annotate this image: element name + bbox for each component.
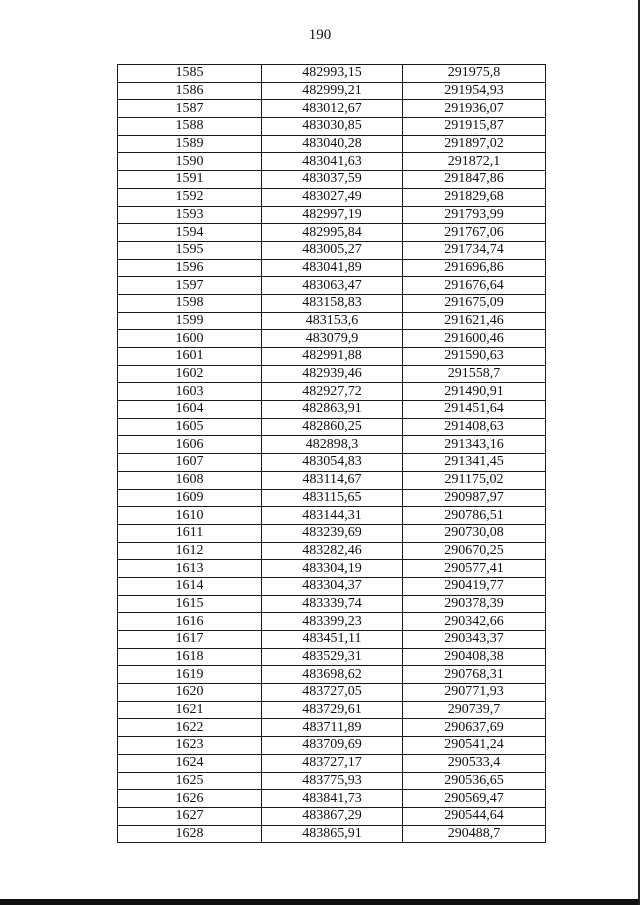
x-coordinate-cell: 483040,28 [262, 135, 403, 153]
table-row [118, 153, 546, 171]
x-coordinate-cell: 482999,21 [262, 82, 403, 100]
point-number-cell: 1599 [118, 312, 262, 330]
x-coordinate-cell: 483339,74 [262, 595, 403, 613]
x-coordinate-cell: 482995,84 [262, 224, 403, 242]
y-coordinate-cell: 290987,97 [403, 489, 546, 507]
y-coordinate-cell: 291734,74 [403, 241, 546, 259]
point-number-cell: 1590 [118, 153, 262, 171]
table-row [118, 82, 546, 100]
x-coordinate-cell: 483005,27 [262, 241, 403, 259]
y-coordinate-cell: 291558,7 [403, 365, 546, 383]
point-number-cell: 1597 [118, 277, 262, 295]
point-number-cell: 1601 [118, 348, 262, 366]
y-coordinate-cell: 290378,39 [403, 595, 546, 613]
point-number-cell: 1622 [118, 719, 262, 737]
table-row [118, 719, 546, 737]
table-row [118, 259, 546, 277]
point-number-cell: 1592 [118, 188, 262, 206]
point-number-cell: 1615 [118, 595, 262, 613]
table-row [118, 241, 546, 259]
x-coordinate-cell: 483698,62 [262, 666, 403, 684]
table-row [118, 401, 546, 419]
point-number-cell: 1598 [118, 294, 262, 312]
point-number-cell: 1609 [118, 489, 262, 507]
point-number-cell: 1620 [118, 684, 262, 702]
y-coordinate-cell: 290343,37 [403, 631, 546, 649]
table-row [118, 684, 546, 702]
y-coordinate-cell: 291676,64 [403, 277, 546, 295]
table-row [118, 294, 546, 312]
point-number-cell: 1624 [118, 754, 262, 772]
point-number-cell: 1627 [118, 807, 262, 825]
coordinates-table-body [118, 65, 546, 843]
x-coordinate-cell: 482898,3 [262, 436, 403, 454]
y-coordinate-cell: 290536,65 [403, 772, 546, 790]
table-row [118, 135, 546, 153]
table-row [118, 65, 546, 83]
y-coordinate-cell: 290408,38 [403, 648, 546, 666]
page-number: 190 [308, 27, 332, 43]
x-coordinate-cell: 483054,83 [262, 454, 403, 472]
x-coordinate-cell: 483114,67 [262, 471, 403, 489]
y-coordinate-cell: 291490,91 [403, 383, 546, 401]
x-coordinate-cell: 483727,17 [262, 754, 403, 772]
table-row [118, 365, 546, 383]
point-number-cell: 1618 [118, 648, 262, 666]
x-coordinate-cell: 483841,73 [262, 790, 403, 808]
y-coordinate-cell: 290342,66 [403, 613, 546, 631]
y-coordinate-cell: 290739,7 [403, 701, 546, 719]
y-coordinate-cell: 291936,07 [403, 100, 546, 118]
point-number-cell: 1607 [118, 454, 262, 472]
x-coordinate-cell: 483115,65 [262, 489, 403, 507]
x-coordinate-cell: 483711,89 [262, 719, 403, 737]
point-number-cell: 1616 [118, 613, 262, 631]
y-coordinate-cell: 290544,64 [403, 807, 546, 825]
table-row [118, 206, 546, 224]
point-number-cell: 1628 [118, 825, 262, 843]
y-coordinate-cell: 290768,31 [403, 666, 546, 684]
y-coordinate-cell: 290670,25 [403, 542, 546, 560]
x-coordinate-cell: 483729,61 [262, 701, 403, 719]
x-coordinate-cell: 483529,31 [262, 648, 403, 666]
point-number-cell: 1625 [118, 772, 262, 790]
x-coordinate-cell: 483709,69 [262, 737, 403, 755]
point-number-cell: 1608 [118, 471, 262, 489]
x-coordinate-cell: 483153,6 [262, 312, 403, 330]
x-coordinate-cell: 483041,89 [262, 259, 403, 277]
y-coordinate-cell: 290569,47 [403, 790, 546, 808]
y-coordinate-cell: 290771,93 [403, 684, 546, 702]
point-number-cell: 1593 [118, 206, 262, 224]
y-coordinate-cell: 291696,86 [403, 259, 546, 277]
x-coordinate-cell: 483063,47 [262, 277, 403, 295]
y-coordinate-cell: 291897,02 [403, 135, 546, 153]
y-coordinate-cell: 291954,93 [403, 82, 546, 100]
table-row [118, 560, 546, 578]
table-row [118, 188, 546, 206]
table-row [118, 418, 546, 436]
table-row [118, 436, 546, 454]
y-coordinate-cell: 291767,06 [403, 224, 546, 242]
table-row [118, 754, 546, 772]
x-coordinate-cell: 483012,67 [262, 100, 403, 118]
x-coordinate-cell: 483079,9 [262, 330, 403, 348]
table-row [118, 542, 546, 560]
y-coordinate-cell: 291621,46 [403, 312, 546, 330]
table-row [118, 701, 546, 719]
table-row [118, 118, 546, 136]
y-coordinate-cell: 290488,7 [403, 825, 546, 843]
point-number-cell: 1610 [118, 507, 262, 525]
table-row [118, 631, 546, 649]
table-row [118, 790, 546, 808]
point-number-cell: 1588 [118, 118, 262, 136]
table-row [118, 524, 546, 542]
y-coordinate-cell: 291341,45 [403, 454, 546, 472]
point-number-cell: 1589 [118, 135, 262, 153]
x-coordinate-cell: 482860,25 [262, 418, 403, 436]
table-row [118, 807, 546, 825]
point-number-cell: 1611 [118, 524, 262, 542]
table-row [118, 648, 546, 666]
y-coordinate-cell: 291451,64 [403, 401, 546, 419]
y-coordinate-cell: 291600,46 [403, 330, 546, 348]
table-row [118, 100, 546, 118]
point-number-cell: 1585 [118, 65, 262, 83]
x-coordinate-cell: 483867,29 [262, 807, 403, 825]
y-coordinate-cell: 291343,16 [403, 436, 546, 454]
table-row [118, 277, 546, 295]
table-row [118, 825, 546, 843]
point-number-cell: 1605 [118, 418, 262, 436]
y-coordinate-cell: 290541,24 [403, 737, 546, 755]
x-coordinate-cell: 483727,05 [262, 684, 403, 702]
table-row [118, 577, 546, 595]
table-row [118, 383, 546, 401]
point-number-cell: 1586 [118, 82, 262, 100]
point-number-cell: 1595 [118, 241, 262, 259]
point-number-cell: 1613 [118, 560, 262, 578]
coordinates-table [117, 64, 546, 843]
x-coordinate-cell: 483865,91 [262, 825, 403, 843]
table-row [118, 348, 546, 366]
point-number-cell: 1619 [118, 666, 262, 684]
y-coordinate-cell: 290786,51 [403, 507, 546, 525]
y-coordinate-cell: 290533,4 [403, 754, 546, 772]
y-coordinate-cell: 290419,77 [403, 577, 546, 595]
point-number-cell: 1617 [118, 631, 262, 649]
table-row [118, 666, 546, 684]
table-row [118, 613, 546, 631]
x-coordinate-cell: 483239,69 [262, 524, 403, 542]
y-coordinate-cell: 290730,08 [403, 524, 546, 542]
point-number-cell: 1606 [118, 436, 262, 454]
x-coordinate-cell: 483304,19 [262, 560, 403, 578]
y-coordinate-cell: 291915,87 [403, 118, 546, 136]
x-coordinate-cell: 483399,23 [262, 613, 403, 631]
table-row [118, 595, 546, 613]
y-coordinate-cell: 291975,8 [403, 65, 546, 83]
point-number-cell: 1596 [118, 259, 262, 277]
y-coordinate-cell: 291793,99 [403, 206, 546, 224]
table-row [118, 330, 546, 348]
x-coordinate-cell: 482863,91 [262, 401, 403, 419]
y-coordinate-cell: 290577,41 [403, 560, 546, 578]
x-coordinate-cell: 483030,85 [262, 118, 403, 136]
table-row [118, 489, 546, 507]
point-number-cell: 1614 [118, 577, 262, 595]
y-coordinate-cell: 291175,02 [403, 471, 546, 489]
x-coordinate-cell: 482939,46 [262, 365, 403, 383]
point-number-cell: 1602 [118, 365, 262, 383]
table-row [118, 507, 546, 525]
table-row [118, 737, 546, 755]
x-coordinate-cell: 483158,83 [262, 294, 403, 312]
x-coordinate-cell: 483282,46 [262, 542, 403, 560]
table-row [118, 171, 546, 189]
table-row [118, 454, 546, 472]
x-coordinate-cell: 483304,37 [262, 577, 403, 595]
y-coordinate-cell: 291590,63 [403, 348, 546, 366]
x-coordinate-cell: 483037,59 [262, 171, 403, 189]
x-coordinate-cell: 483775,93 [262, 772, 403, 790]
y-coordinate-cell: 291408,63 [403, 418, 546, 436]
point-number-cell: 1587 [118, 100, 262, 118]
scan-edge-bottom [0, 899, 640, 905]
x-coordinate-cell: 483451,11 [262, 631, 403, 649]
y-coordinate-cell: 291675,09 [403, 294, 546, 312]
point-number-cell: 1594 [118, 224, 262, 242]
table-row [118, 224, 546, 242]
point-number-cell: 1591 [118, 171, 262, 189]
point-number-cell: 1626 [118, 790, 262, 808]
x-coordinate-cell: 483144,31 [262, 507, 403, 525]
y-coordinate-cell: 290637,69 [403, 719, 546, 737]
x-coordinate-cell: 483027,49 [262, 188, 403, 206]
point-number-cell: 1612 [118, 542, 262, 560]
point-number-cell: 1604 [118, 401, 262, 419]
y-coordinate-cell: 291872,1 [403, 153, 546, 171]
table-row [118, 772, 546, 790]
x-coordinate-cell: 482927,72 [262, 383, 403, 401]
point-number-cell: 1621 [118, 701, 262, 719]
y-coordinate-cell: 291829,68 [403, 188, 546, 206]
x-coordinate-cell: 482993,15 [262, 65, 403, 83]
point-number-cell: 1600 [118, 330, 262, 348]
x-coordinate-cell: 483041,63 [262, 153, 403, 171]
point-number-cell: 1603 [118, 383, 262, 401]
table-row [118, 471, 546, 489]
point-number-cell: 1623 [118, 737, 262, 755]
x-coordinate-cell: 482991,88 [262, 348, 403, 366]
y-coordinate-cell: 291847,86 [403, 171, 546, 189]
table-row [118, 312, 546, 330]
x-coordinate-cell: 482997,19 [262, 206, 403, 224]
